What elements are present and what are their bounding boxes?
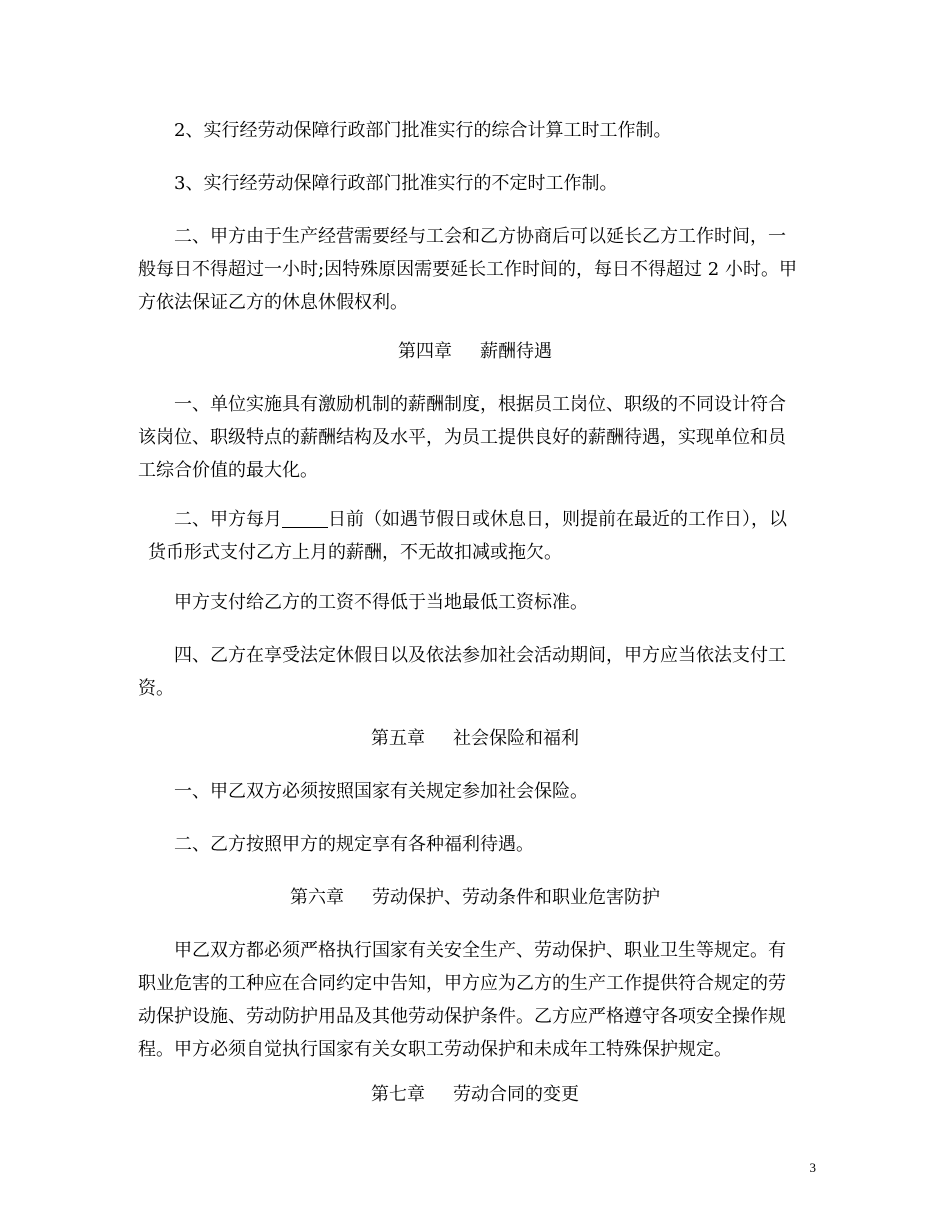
paragraph-3-flexible-hours: 3、实行经劳动保障行政部门批准实行的不定时工作制。 xyxy=(174,173,618,194)
paragraph-line: 二、甲方由于生产经营需要经与工会和乙方协商后可以延长乙方工作时间，一 xyxy=(174,226,786,247)
paragraph-minimum-wage: 甲方支付给乙方的工资不得低于当地最低工资标准。 xyxy=(174,592,588,613)
paragraph-welfare: 二、乙方按照甲方的规定享有各种福利待遇。 xyxy=(174,834,534,855)
paragraph-salary-system xyxy=(138,388,814,487)
paragraph-line: 方依法保证乙方的休息休假权利。 xyxy=(138,292,408,313)
chapter-title: 劳动合同的变更 xyxy=(453,1084,579,1105)
chapter-number: 第六章 xyxy=(290,887,344,908)
paragraph-salary-payment xyxy=(138,503,814,569)
chapter-number: 第五章 xyxy=(371,728,425,749)
paragraph-labor-protection xyxy=(138,934,814,1066)
paragraph-line: 程。甲方必须自觉执行国家有关女职工劳动保护和未成年工特殊保护规定。 xyxy=(138,1039,732,1060)
paragraph-line: 职业危害的工种应在合同约定中告知，甲方应为乙方的生产工作提供符合规定的劳 xyxy=(138,973,786,994)
chapter-5-heading xyxy=(0,722,950,755)
text-segment: 日前（如遇节假日或休息日，则提前在最近的工作日），以 xyxy=(328,509,787,530)
paragraph-holiday-pay xyxy=(138,639,814,705)
chapter-number: 第七章 xyxy=(371,1084,425,1105)
paragraph-line xyxy=(138,503,814,536)
chapter-6-heading xyxy=(0,881,950,914)
chapter-number: 第四章 xyxy=(398,341,452,362)
paragraph-line: 该岗位、职级特点的薪酬结构及水平，为员工提供良好的薪酬待遇，实现单位和员 xyxy=(138,427,786,448)
paragraph-line: 动保护设施、劳动防护用品及其他劳动保护条件。乙方应严格遵守各项安全操作规 xyxy=(138,1006,786,1027)
chapter-title: 社会保险和福利 xyxy=(453,728,579,749)
paragraph-line: 货币形式支付乙方上月的薪酬，不无故扣减或拖欠。 xyxy=(148,542,562,563)
fill-in-blank-day[interactable] xyxy=(282,509,328,528)
paragraph-2-comprehensive-hours: 2、实行经劳动保障行政部门批准实行的综合计算工时工作制。 xyxy=(174,120,672,141)
chapter-7-heading xyxy=(0,1078,950,1111)
chapter-title: 薪酬待遇 xyxy=(480,341,552,362)
paragraph-line: 工综合价值的最大化。 xyxy=(138,460,318,481)
page-number: 3 xyxy=(809,1160,816,1175)
chapter-title: 劳动保护、劳动条件和职业危害防护 xyxy=(372,887,660,908)
paragraph-line: 一、单位实施具有激励机制的薪酬制度，根据员工岗位、职级的不同设计符合 xyxy=(174,394,786,415)
paragraph-line: 甲乙双方都必须严格执行国家有关安全生产、劳动保护、职业卫生等规定。有 xyxy=(174,940,786,961)
text-segment: 二、甲方每月 xyxy=(174,509,282,530)
chapter-4-heading xyxy=(0,335,950,368)
paragraph-line: 四、乙方在享受法定休假日以及依法参加社会活动期间，甲方应当依法支付工 xyxy=(174,645,786,666)
paragraph-line: 般每日不得超过一小时;因特殊原因需要延长工作时间的，每日不得超过 2 小时。甲 xyxy=(138,259,797,280)
paragraph-social-insurance: 一、甲乙双方必须按照国家有关规定参加社会保险。 xyxy=(174,781,588,802)
paragraph-line: 资。 xyxy=(138,678,174,699)
paragraph-overtime xyxy=(138,220,814,319)
